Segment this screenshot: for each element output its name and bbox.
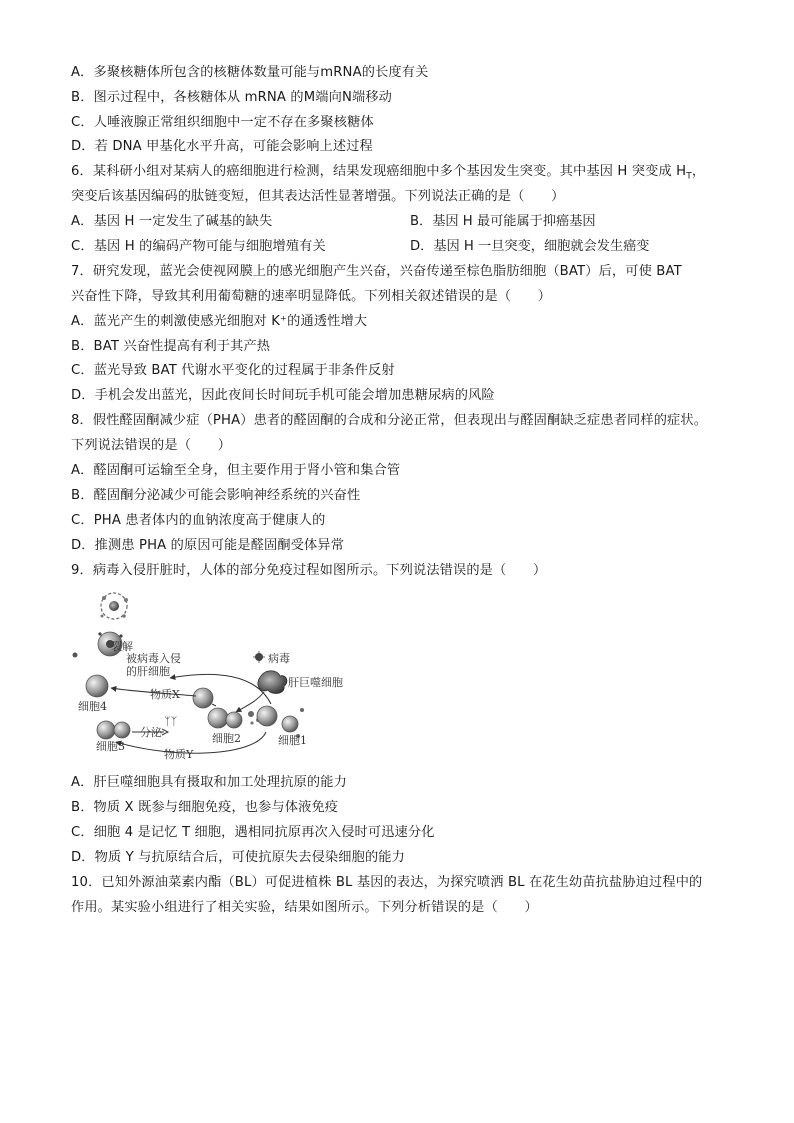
cell3-icon	[97, 721, 130, 739]
q5-option-b: B．图示过程中，各核糖体从 mRNA 的M端向N端移动	[71, 90, 392, 105]
q5-option-d: D．若 DNA 甲基化水平升高，可能会影响上述过程	[71, 139, 373, 154]
q8-option-d: D．推测患 PHA 的原因可能是醛固酮受体异常	[71, 538, 345, 553]
virus-particle-icon	[73, 653, 78, 658]
q5-option-c: C．人唾液腺正常组织细胞中一定不存在多聚核糖体	[71, 115, 374, 130]
label-cell3: 细胞3	[96, 740, 125, 753]
label-substance-x: 物质X	[150, 688, 180, 701]
substance-x-cell-icon	[193, 688, 213, 708]
q6-option-c: C．基因 H 的编码产物可能与细胞增殖有关	[71, 239, 326, 254]
q5-option-a: A．多聚核糖体所包含的核糖体数量可能与mRNA的长度有关	[71, 65, 429, 80]
q7-stem-line1: 7．研究发现，蓝光会使视网膜上的感光细胞产生兴奋，兴奋传递至棕色脂肪细胞（BAT）后，可使 BAT	[71, 264, 682, 279]
q7-option-c: C．蓝光导致 BAT 代谢水平变化的过程属于非条件反射	[71, 363, 395, 378]
label-substance-y: 物质Y	[164, 748, 194, 761]
q8-option-a: A．醛固酮可运输至全身，但主要作用于肾小管和集合管	[71, 463, 401, 478]
q10-stem-line2: 作用。某实验小组进行了相关实验，结果如图所示。下列分析错误的是（ ）	[71, 900, 538, 915]
q7-option-d: D．手机会发出蓝光，因此夜间长时间玩手机可能会增加患糖尿病的风险	[71, 388, 495, 403]
q9-option-c: C．细胞 4 是记忆 T 细胞，遇相同抗原再次入侵时可迅速分化	[71, 825, 435, 840]
q6-stem-subscript: T	[686, 171, 692, 182]
label-lysis: 裂解	[111, 640, 133, 653]
q6-stem-text: 6．某科研小组对某病人的癌细胞进行检测，结果发现癌细胞中多个基因发生突变。其中基因 H 突变成 H	[71, 164, 687, 179]
q6-option-d: D．基因 H 一旦突变，细胞就会发生癌变	[410, 239, 650, 254]
label-cell4: 细胞4	[78, 700, 107, 713]
q8-stem-line2: 下列说法错误的是（ ）	[71, 438, 232, 453]
virus-icon	[253, 651, 265, 663]
immune-process-figure	[66, 586, 366, 762]
q7-option-b: B．BAT 兴奋性提高有利于其产热	[71, 339, 271, 354]
q9-stem: 9．病毒入侵肝脏时，人体的部分免疫过程如图所示。下列说法错误的是（ ）	[71, 563, 547, 578]
macrophage-icon	[258, 671, 287, 694]
q6-stem-comma: ，	[691, 164, 706, 179]
q8-option-b: B．醛固酮分泌减少可能会影响神经系统的兴奋性	[71, 488, 361, 503]
q8-stem-line1: 8．假性醛固酮减少症（PHA）患者的醛固酮的合成和分泌正常，但表现出与醛固酮缺乏症患者同样的症状。	[71, 413, 708, 428]
q6-stem-line2: 突变后该基因编码的肽链变短，但其表达活性显著增强。下列说法正确的是（ ）	[71, 189, 565, 204]
q7-stem-line2: 兴奋性下降，导致其利用葡萄糖的速率明显降低。下列相关叙述错误的是（ ）	[71, 289, 552, 304]
q9-option-b: B．物质 X 既参与细胞免疫，也参与体液免疫	[71, 800, 339, 815]
q6-option-a: A．基因 H 一定发生了碱基的缺失	[71, 214, 273, 229]
q7-option-a: A．蓝光产生的刺激使感光细胞对 K⁺的通透性增大	[71, 314, 368, 329]
cell2-icon	[208, 708, 260, 728]
q6-stem-line1	[71, 163, 705, 186]
label-secrete: 分泌	[140, 726, 162, 739]
label-cell2: 细胞2	[212, 732, 241, 745]
label-kupffer: 肝巨噬细胞	[288, 676, 343, 689]
q8-option-c: C．PHA 患者体内的血钠浓度高于健康人的	[71, 513, 326, 528]
antibody-icon: ᛉᛉ	[164, 715, 178, 728]
cell4-icon	[86, 675, 108, 697]
label-infected-1: 被病毒入侵	[126, 652, 181, 665]
label-virus: 病毒	[268, 652, 290, 665]
label-cell1: 细胞1	[278, 734, 307, 747]
q6-option-b: B．基因 H 最可能属于抑癌基因	[410, 214, 596, 229]
q10-stem-line1: 10．已知外源油菜素内酯（BL）可促进植株 BL 基因的表达，为探究喷洒 BL 在花生幼苗抗盐胁迫过程中的	[71, 875, 703, 890]
lysed-liver-cell-icon	[101, 593, 129, 619]
q9-option-d: D．物质 Y 与抗原结合后，可使抗原失去侵染细胞的能力	[71, 850, 405, 865]
q9-option-a: A．肝巨噬细胞具有摄取和加工处理抗原的能力	[71, 775, 347, 790]
label-infected-2: 的肝细胞	[126, 665, 170, 678]
